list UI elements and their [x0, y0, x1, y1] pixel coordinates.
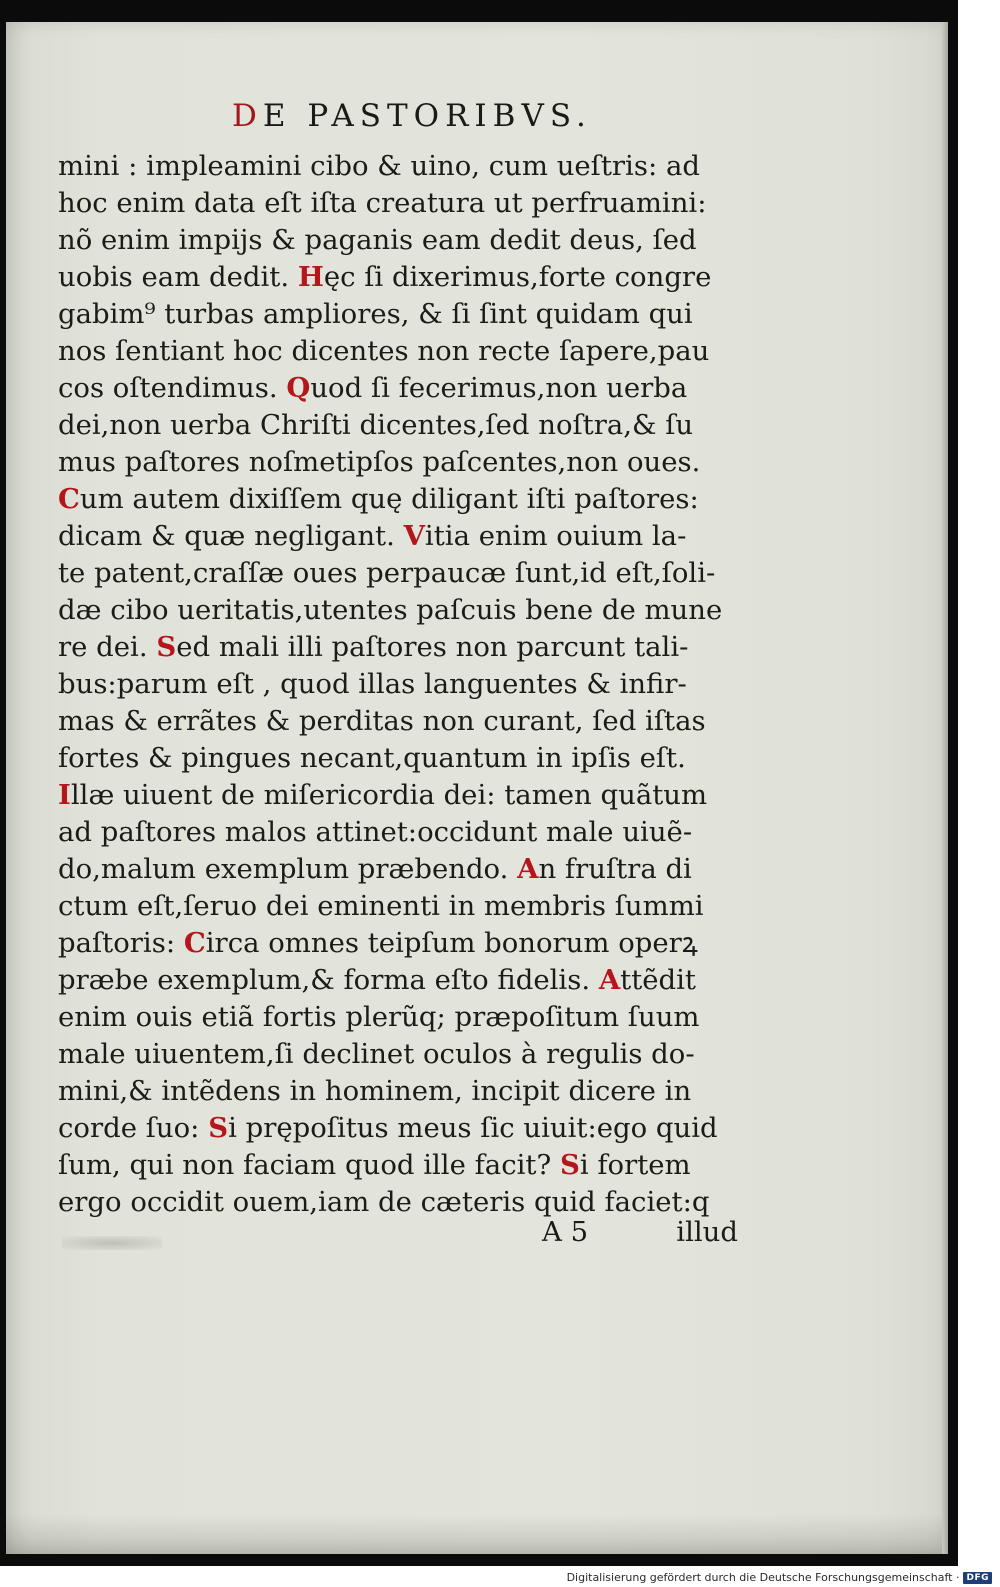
text-line — [58, 962, 758, 999]
line-text: mini : impleamini cibo & uino, cum ueſtris: ad — [58, 150, 700, 182]
rubricated-initial: S — [559, 1149, 580, 1181]
running-head-title: E PASTORIBVS. — [262, 98, 592, 134]
text-line — [58, 592, 758, 629]
text-line — [58, 666, 758, 703]
text-line — [58, 148, 758, 185]
text-line — [58, 481, 758, 518]
line-text: nos ſentiant hoc dicentes non recte ſapere,pau — [58, 335, 710, 367]
text-line — [58, 407, 758, 444]
rubricated-initial: S — [208, 1112, 229, 1144]
text-line — [58, 777, 758, 814]
signature-mark: A 5 — [542, 1216, 589, 1248]
dfg-logo-icon: DFG — [963, 1572, 992, 1584]
rubricated-initial: A — [517, 853, 539, 885]
rubricated-initial: C — [58, 483, 80, 515]
line-text: hoc enim data eſt iſta creatura ut perfruamini: — [58, 187, 707, 219]
text-line — [58, 814, 758, 851]
text-line — [58, 703, 758, 740]
ink-smudge — [62, 1236, 162, 1250]
line-text: llæ uiuent de miſericordia dei: tamen quãtum — [70, 779, 708, 811]
rubricated-initial: H — [297, 261, 324, 293]
text-line — [58, 888, 758, 925]
line-text: corde ſuo: — [58, 1112, 209, 1144]
catchword: illud — [676, 1216, 738, 1248]
line-text: uobis eam dedit. — [58, 261, 298, 293]
running-head-initial: D — [232, 98, 263, 134]
rubricated-initial: S — [156, 631, 177, 663]
text-line — [58, 333, 758, 370]
rubricated-initial: Q — [286, 372, 311, 404]
line-text: nõ enim impijs & paganis eam dedit deus, ſed — [58, 224, 697, 256]
rubricated-initial: A — [598, 964, 621, 996]
text-line — [58, 1110, 758, 1147]
line-text: ergo occidit ouem,iam de cæteris quid faciet:q — [58, 1186, 710, 1218]
text-line — [58, 370, 758, 407]
rubricated-initial: C — [183, 927, 206, 959]
rubricated-initial: I — [58, 779, 71, 811]
line-text: mini,& intẽdens in hominem, incipit dicere in — [58, 1075, 692, 1107]
line-text: dicam & quæ negligant. — [58, 520, 404, 552]
text-line — [58, 629, 758, 666]
line-text: ad paſtores malos attinet:occidunt male uiuẽ- — [58, 816, 693, 848]
text-line — [58, 444, 758, 481]
footer-credit — [567, 1571, 992, 1584]
line-text: mus paſtores noſmetipſos paſcentes,non oues. — [58, 446, 701, 478]
line-text: n fruſtra di — [538, 853, 692, 885]
text-line — [58, 740, 758, 777]
line-text: dæ cibo ueritatis,utentes paſcuis bene de mune — [58, 594, 723, 626]
line-text: re dei. — [58, 631, 157, 663]
line-text: ęc ſi dixerimus,forte congre — [323, 261, 712, 293]
line-text: ttẽdit — [620, 964, 696, 996]
text-line — [58, 1036, 758, 1073]
line-text: um autem dixiſſem quę diligant iſti paſtores: — [79, 483, 699, 515]
text-line — [58, 925, 758, 962]
funding-credit-text: Digitalisierung gefördert durch die Deutsche Forschungsgemeinschaft · — [566, 1571, 960, 1584]
line-text: irca omnes teipſum bonorum operꝝ — [205, 927, 698, 959]
line-text: mas & errãtes & perditas non curant, ſed iſtas — [58, 705, 706, 737]
text-line — [58, 555, 758, 592]
line-text: male uiuentem,ſi declinet oculos à regulis do- — [58, 1038, 695, 1070]
line-text: uod ſi fecerimus,non uerba — [310, 372, 688, 404]
line-text: i fortem — [579, 1149, 691, 1181]
line-text: i prępoſitus meus ſic uiuit:ego quid — [228, 1112, 718, 1144]
text-line — [58, 296, 758, 333]
text-line — [58, 222, 758, 259]
running-head — [232, 98, 592, 134]
line-text: præbe exemplum,& forma eſto fidelis. — [58, 964, 599, 996]
page-shadow — [6, 1514, 948, 1554]
line-text: ctum eſt,ſeruo dei eminenti in membris ſummi — [58, 890, 704, 922]
line-text: enim ouis etiã fortis plerũq; præpoſitum ſuum — [58, 1001, 700, 1033]
text-line — [58, 999, 758, 1036]
line-text: dei,non uerba Chriſti dicentes,ſed noſtra,& ſu — [58, 409, 694, 441]
line-text: bus:parum eſt , quod illas languentes & infir- — [58, 668, 687, 700]
catchline — [58, 1216, 758, 1253]
page-edge — [942, 22, 948, 1554]
line-text: itia enim ouium la- — [424, 520, 687, 552]
line-text: te patent,craſſæ oues perpaucæ ſunt,id eſt,ſoli- — [58, 557, 716, 589]
line-text: ſum, qui non faciam quod ille facit? — [58, 1149, 560, 1181]
text-line — [58, 1073, 758, 1110]
line-text: paſtoris: — [58, 927, 184, 959]
line-text: do,malum exemplum præbendo. — [58, 853, 518, 885]
text-line — [58, 259, 758, 296]
text-line — [58, 185, 758, 222]
line-text: cos oſtendimus. — [58, 372, 287, 404]
line-text: gabim⁹ turbas ampliores, & ſi ſint quidam qui — [58, 298, 693, 330]
rubricated-initial: V — [403, 520, 425, 552]
text-line — [58, 1147, 758, 1184]
line-text: fortes & pingues necant,quantum in ipſis eſt. — [58, 742, 686, 774]
text-block — [58, 148, 758, 1221]
text-line — [58, 518, 758, 555]
line-text: ed mali illi paſtores non parcunt tali- — [176, 631, 689, 663]
text-line — [58, 851, 758, 888]
